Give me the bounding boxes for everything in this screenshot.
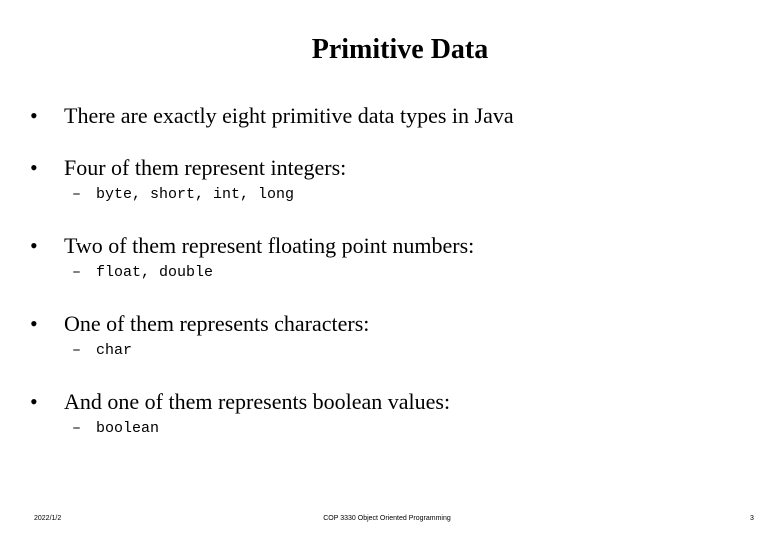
bullet-text: And one of them represents boolean values: [64, 389, 451, 414]
bullet-item [30, 232, 474, 260]
sub-bullet-text: float, double [96, 264, 214, 281]
slide-title: Primitive Data [311, 34, 489, 65]
bullet-symbol: • [30, 389, 38, 414]
bullet-text: One of them represents characters: [64, 311, 370, 336]
sub-bullet-symbol: – [72, 264, 82, 281]
bullet-symbol: • [30, 103, 38, 128]
bullet-symbol: • [30, 233, 38, 258]
bullet-item [30, 388, 450, 416]
bullet-symbol: • [30, 311, 38, 336]
bullet-text: There are exactly eight primitive data types in Java [64, 103, 514, 128]
bullet-text: Two of them represent floating point numbers: [64, 233, 475, 258]
sub-bullet-item [72, 263, 213, 283]
bullet-text: Four of them represent integers: [64, 155, 347, 180]
bullet-item [30, 310, 369, 338]
sub-bullet-text: byte, short, int, long [96, 186, 295, 203]
footer-page-number: 3 [750, 515, 754, 522]
sub-bullet-item [72, 341, 132, 361]
footer-course: COP 3330 Object Oriented Programming [323, 515, 451, 522]
bullet-item [30, 102, 514, 130]
bullet-item [30, 154, 346, 182]
footer-date: 2022/1/2 [34, 515, 62, 522]
sub-bullet-item [72, 185, 294, 205]
sub-bullet-symbol: – [72, 420, 82, 437]
sub-bullet-symbol: – [72, 186, 82, 203]
sub-bullet-text: boolean [96, 420, 160, 437]
sub-bullet-item [72, 419, 159, 439]
sub-bullet-symbol: – [72, 342, 82, 359]
sub-bullet-text: char [96, 342, 133, 359]
bullet-symbol: • [30, 155, 38, 180]
